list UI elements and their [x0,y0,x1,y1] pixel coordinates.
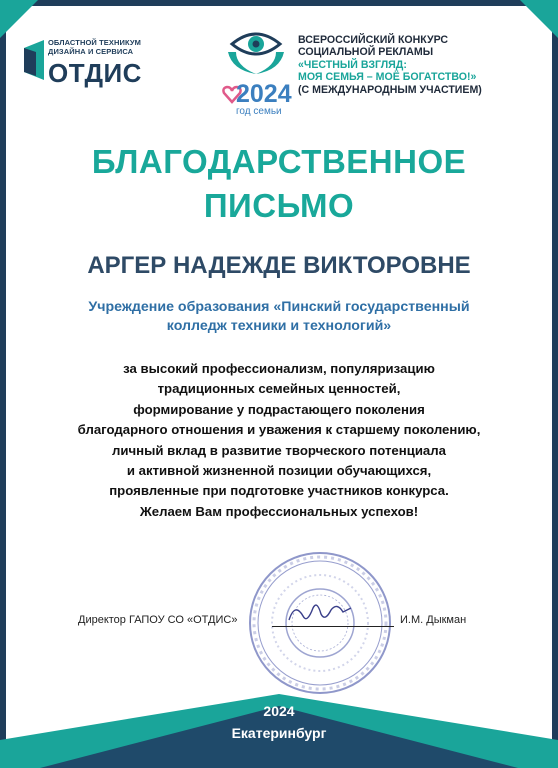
contest-line-3: «ЧЕСТНЫЙ ВЗГЛЯД: [298,58,407,71]
body-line: личный вклад в развитие творческого потенциала [112,442,446,458]
footer-city: Екатеринбург [231,725,327,741]
contest-line-1: ВСЕРОССИЙСКИЙ КОНКУРС [298,34,449,46]
contest-line-5: (С МЕЖДУНАРОДНЫМ УЧАСТИЕМ) [298,83,482,96]
body-line: и активной жизненной позиции обучающихся, [126,463,432,479]
body-line: Желаем Вам профессиональных успехов! [139,503,419,519]
institution [0,298,558,336]
logo-small-text: ОБЛАСТНОЙ ТЕХНИКУМ ДИЗАЙНА И СЕРВИСА [48,38,141,56]
footer-year: 2024 [263,703,295,719]
emblem-caption: год семьи [236,106,282,117]
body-line: благодарного отношения и уважения к старшему поколению, [77,422,481,438]
body-line: за высокий профессионализм, популяризацию [123,361,435,376]
odis-logo [22,36,157,88]
contest-title [298,34,543,96]
odis-mark-icon [22,38,46,82]
signature-position: Директор ГАПОУ СО «ОТДИС» [78,614,238,626]
body-line: традиционных семейных ценностей, [157,381,401,397]
logo-big-text: ОТДИС [48,58,142,88]
title-line-1: БЛАГОДАРСТВЕННОЕ [91,143,467,180]
contest-line-4: МОЯ СЕМЬЯ – МОЁ БОГАТСТВО!» [298,71,477,84]
title-line-2: ПИСЬМО [203,187,355,224]
handwritten-signature [285,598,355,628]
contest-emblem [222,22,290,122]
emblem-year: 2024 [236,80,292,108]
institution-line-2: колледж техники и технологий» [166,318,392,334]
document-title [0,140,558,228]
body-line: проявленные при подготовке участников конкурса. [109,483,449,499]
contest-line-2: СОЦИАЛЬНОЙ РЕКЛАМЫ [298,46,434,59]
eye-hands-icon [222,22,290,78]
institution-line-1: Учреждение образования «Пинский государственный [88,299,470,315]
recipient-name: АРГЕР НАДЕЖДЕ ВИКТОРОВНЕ [87,252,471,279]
footer-banner [0,680,558,768]
signature-name: И.М. Дыкман [400,614,467,626]
body-text [0,359,558,522]
signature-line [272,626,394,627]
body-line: формирование у подрастающего поколения [133,401,425,417]
